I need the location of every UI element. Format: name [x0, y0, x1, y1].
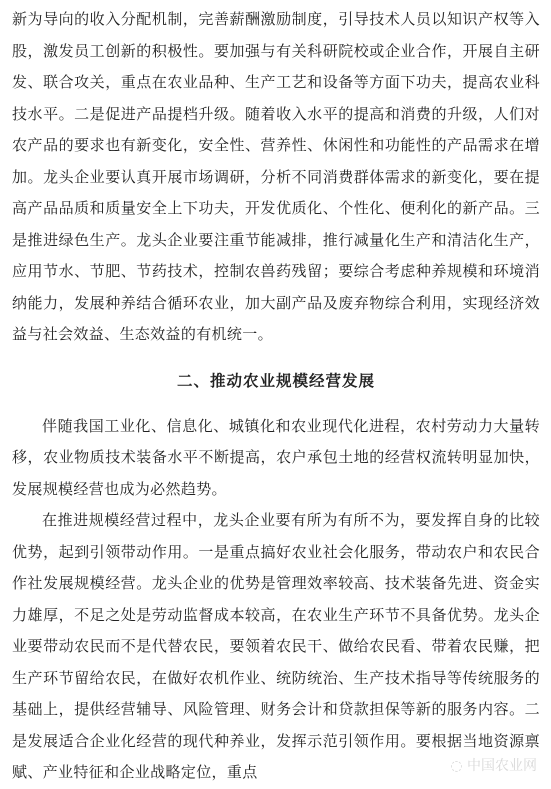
- body-paragraph-1: 新为导向的收入分配机制，完善薪酬激励制度，引导技术人员以知识产权等入股，激发员工创新的积极性。要加强与有关科研院校或企业合作，开展自主研发、联合攻关，重点在农业品种、生产工艺和设备等方面下功夫，提高农业科技水平。二是促进产品提档升级。随着收入水平的提高和消费的升级，人们对农产品的要求也有新变化，安全性、营养性、休闲性和功能性的产品需求在增加。龙头企业要认真开展市场调研，分析不同消费群体需求的新变化，要在提高产品品质和质量安全上下功夫，开发优质化、个性化、便利化的新产品。三是推进绿色生产。龙头企业要注重节能减排，推行减量化生产和清洁化生产，应用节水、节肥、节药技术，控制农兽药残留；要综合考虑种养规模和环境消纳能力，发展种养结合循环农业，加大副产品及废弃物综合利用，实现经济效益与社会效益、生态效益的有机统一。: [12, 10, 540, 343]
- watermark-logo: ◌ 中国农业网: [450, 758, 537, 774]
- body-paragraph-2: 伴随我国工业化、信息化、城镇化和农业现代化进程，农村劳动力大量转移，农业物质技术装备水平不断提高，农户承包土地的经营权流转明显加快，发展规模经营也成为必然趋势。: [12, 416, 540, 498]
- body-paragraph-3: 在推进规模经营过程中，龙头企业要有所为有所不为，要发挥自身的比较优势，起到引领带动作用。一是重点搞好农业社会化服务，带动农户和农民合作社发展规模经营。龙头企业的优势是管理效率较高、技术装备先进、资金实力雄厚，不足之处是劳动监督成本较高，在农业生产环节不具备优势。龙头企业要带动农民而不是代替农民，要领着农民干、做给农民看、带着农民赚，把生产环节留给农民，在做好农机作业、统防统治、生产技术指导等传统服务的基础上，提供经营辅导、风险管理、财务会计和贷款担保等新的服务内容。二是发展适合企业化经营的现代种养业，发挥示范引领作用。要根据当地资源禀赋、产业特征和企业战略定位，重点: [12, 511, 540, 781]
- section-heading: 二、推动农业规模经营发展: [176, 370, 375, 390]
